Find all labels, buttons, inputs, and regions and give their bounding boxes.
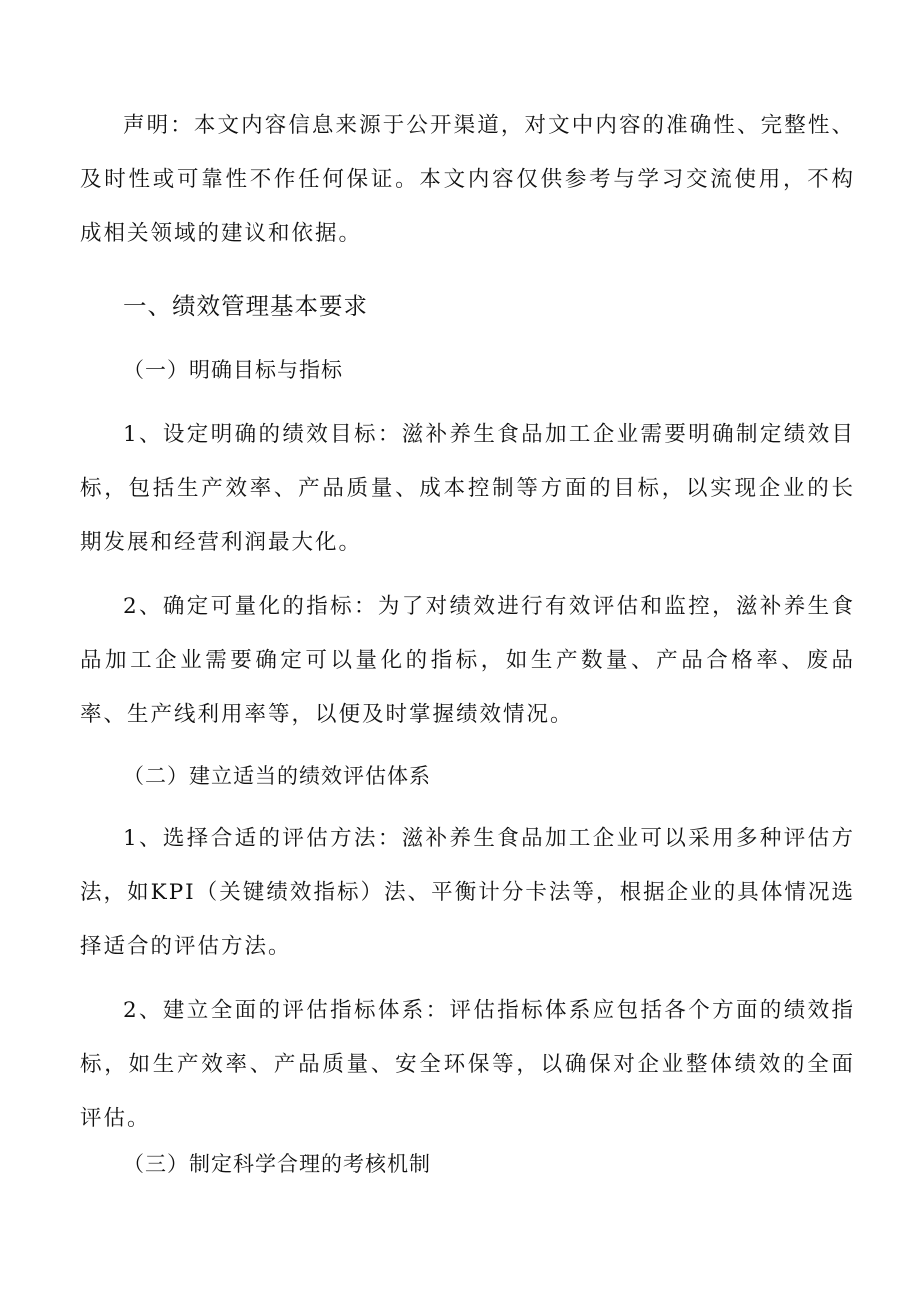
section-title: 一、绩效管理基本要求: [123, 292, 368, 320]
paragraph-1-1: 1、设定明确的绩效目标：滋补养生食品加工企业需要明确制定绩效目标，包括生产效率、产品质量、成本控制等方面的目标，以实现企业的长期发展和经营利润最大化。: [80, 422, 855, 555]
paragraph-1-2: 2、确定可量化的指标：为了对绩效进行有效评估和监控，滋补养生食品加工企业需要确定可以量化的指标，如生产数量、产品合格率、废品率、生产线利用率等，以便及时掌握绩效情况。: [80, 594, 855, 727]
subsection-title-3: （三）制定科学合理的考核机制: [123, 1152, 431, 1176]
paragraph-2-1: 1、选择合适的评估方法：滋补养生食品加工企业可以采用多种评估方法，如KPI（关键绩效指标）法、平衡计分卡法等，根据企业的具体情况选择适合的评估方法。: [80, 826, 855, 959]
paragraph-2-2: 2、建立全面的评估指标体系：评估指标体系应包括各个方面的绩效指标，如生产效率、产品质量、安全环保等，以确保对企业整体绩效的全面评估。: [80, 998, 855, 1131]
subsection-title-1: （一）明确目标与指标: [123, 358, 343, 382]
disclaimer-paragraph: 声明：本文内容信息来源于公开渠道，对文中内容的准确性、完整性、及时性或可靠性不作任何保证。本文内容仅供参考与学习交流使用，不构成相关领域的建议和依据。: [80, 113, 855, 246]
subsection-title-2: （二）建立适当的绩效评估体系: [123, 764, 431, 788]
